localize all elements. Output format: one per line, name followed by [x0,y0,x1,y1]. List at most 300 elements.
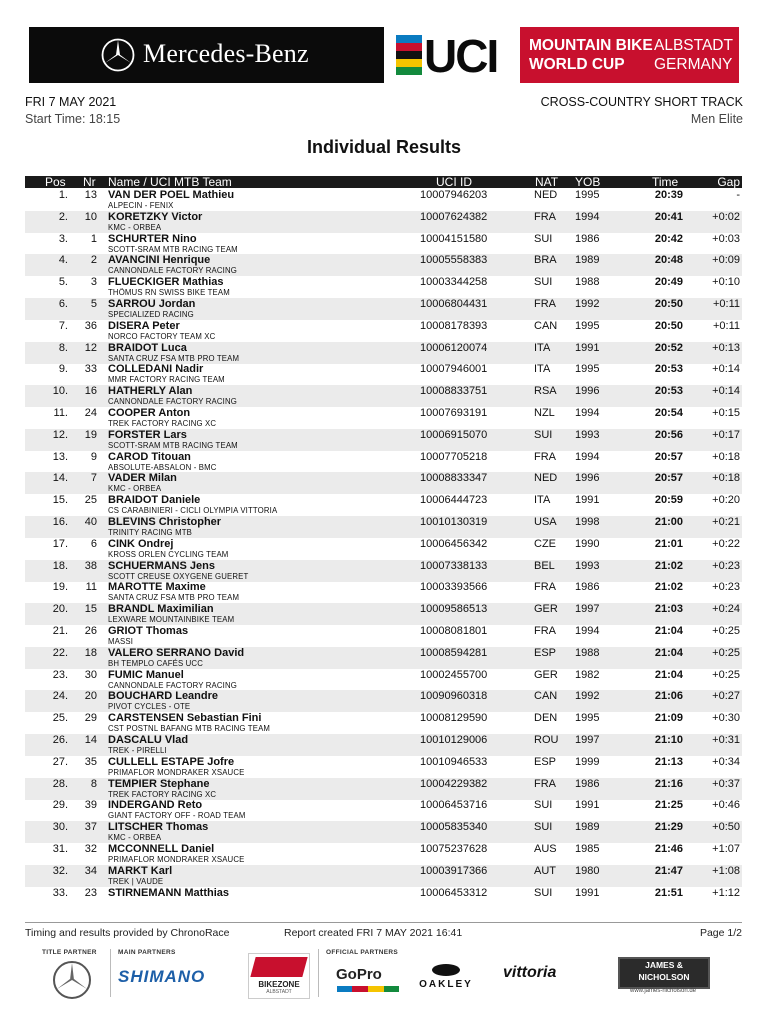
cell-nat: FRA [534,298,556,310]
cell-nr: 26 [84,625,97,637]
cell-yob: 1980 [575,864,600,877]
cell-nat: USA [534,516,557,528]
sponsor-divider [318,949,319,997]
cell-nr: 34 [84,864,97,877]
cell-nat: NED [534,189,558,201]
cell-name: LITSCHER Thomas [108,821,209,834]
table-row [25,276,742,298]
cell-uci-id: 10004229382 [420,777,488,790]
uci-rainbow-stripes [396,35,422,75]
cell-team: KROSS ORLEN CYCLING TEAM [108,549,229,559]
cell-pos: 20. [52,603,68,616]
table-row [25,363,742,385]
cell-name: KORETZKY Victor [108,210,203,223]
cell-time: 20:41 [654,210,683,223]
cell-pos: 2. [58,210,68,223]
cell-pos: 14. [52,472,68,485]
cell-time: 21:04 [654,625,683,637]
cell-pos: 6. [58,298,68,310]
cell-name: DISERA Peter [108,319,180,332]
cell-name: VADER Milan [108,472,177,485]
cell-nr: 2 [90,254,97,267]
cell-team: KMC - ORBEA [108,484,162,494]
table-row [25,865,742,887]
cell-team: CST POSTNL BAFANG MTB RACING TEAM [108,724,271,734]
cell-team: TREK FACTORY RACING XC [108,789,217,799]
timing-credit: Timing and results provided by ChronoRace [25,927,230,939]
cell-name: STIRNEMANN Matthias [108,886,230,899]
table-row [25,625,742,647]
cell-gap: - [736,189,740,201]
cell-nat: ITA [534,341,551,354]
cell-gap: +0:14 [712,385,740,398]
cell-nat: SUI [534,276,553,289]
cell-team: TREK FACTORY RACING XC [108,419,217,428]
table-row [25,821,742,843]
cell-uci-id: 10006456342 [420,537,488,550]
cell-gap: +0:23 [712,581,740,594]
cell-pos: 23. [52,668,68,681]
cell-gap: +0:13 [712,341,740,354]
brand-name: Mercedes-Benz [143,39,309,68]
cell-nr: 13 [84,189,97,201]
cell-name: SARROU Jordan [108,298,196,310]
cell-pos: 25. [52,712,68,725]
cell-nr: 29 [84,712,97,725]
table-row [25,778,742,800]
table-row [25,799,742,821]
cell-nr: 8 [90,777,97,790]
cell-pos: 28. [52,777,68,790]
cell-nat: CZE [534,537,556,550]
cell-yob: 1994 [575,625,600,637]
cell-nr: 16 [84,385,97,398]
cell-team: CANNONDALE FACTORY RACING [108,266,237,276]
cell-nr: 19 [84,428,97,441]
cell-team: SCOTT-SRAM MTB RACING TEAM [108,244,238,254]
cell-team: SANTA CRUZ FSA MTB PRO TEAM [108,353,240,363]
col-gap: Gap [717,175,740,189]
cell-nat: CAN [534,690,558,703]
cell-nr: 30 [84,668,97,681]
cell-yob: 1998 [575,516,600,528]
cell-nat: SUI [534,232,553,245]
cell-pos: 26. [52,734,68,746]
sponsor-divider [110,949,111,997]
cell-yob: 1995 [575,319,600,332]
event-name-block [520,27,739,83]
cell-pos: 11. [53,407,68,419]
city-line-1: ALBSTADT [654,37,733,54]
cell-uci-id: 10006120074 [420,341,488,354]
cell-nr: 23 [84,886,97,899]
col-uci-id: UCI ID [436,175,472,189]
cell-team: ALPECIN - FENIX [108,201,174,210]
cell-nr: 33 [84,363,97,376]
cell-gap: +0:02 [712,210,740,223]
page-title: Individual Results [306,137,462,157]
table-row [25,211,742,233]
table-row [25,516,742,538]
cell-time: 21:02 [654,581,683,594]
cell-nr: 12 [84,341,97,354]
cell-nat: RSA [534,385,557,398]
table-row [25,429,742,451]
cell-nr: 38 [84,559,97,572]
cell-name: COOPER Anton [108,407,191,419]
cell-uci-id: 10007693191 [420,407,488,419]
cell-nat: ESP [534,646,557,659]
cell-name: MCCONNELL Daniel [108,843,215,855]
cell-time: 21:29 [654,821,683,834]
cell-yob: 1996 [575,385,600,398]
cell-time: 21:04 [654,668,683,681]
cell-nat: FRA [534,581,556,594]
cell-yob: 1992 [575,690,600,703]
cell-pos: 31. [52,843,68,855]
cell-gap: +0:34 [712,755,740,768]
cell-nr: 36 [84,319,97,332]
cell-name: BLEVINS Christopher [108,516,222,528]
cell-pos: 9. [58,363,68,376]
cell-gap: +0:20 [712,494,740,507]
report-created: Report created FRI 7 MAY 2021 16:41 [284,927,463,939]
cell-yob: 1996 [575,472,600,485]
cell-team: PRIMAFLOR MONDRAKER XSAUCE [108,855,245,864]
cell-gap: +0:50 [712,821,740,834]
cell-nr: 35 [84,755,97,768]
cell-gap: +0:22 [712,537,740,550]
cell-nr: 6 [90,537,97,550]
cell-nat: DEN [534,712,558,725]
cell-nat: SUI [534,886,553,899]
cell-nat: GER [534,603,558,616]
cell-team: MMR FACTORY RACING TEAM [108,375,225,385]
col-pos: Pos [45,175,66,189]
cell-nat: SUI [534,799,553,812]
cell-time: 21:13 [654,755,683,768]
col-yob: YOB [575,175,601,189]
col-name: Name / UCI MTB Team [108,175,232,189]
cell-time: 21:01 [654,537,683,550]
cell-gap: +0:46 [712,799,740,812]
cell-team: TRINITY RACING MTB [108,528,192,537]
cell-nr: 25 [84,494,97,507]
cell-team: CANNONDALE FACTORY RACING [108,397,237,407]
city-line-2: GERMANY [654,56,733,73]
cell-pos: 7. [58,319,68,332]
cell-nr: 10 [84,210,97,223]
cell-uci-id: 10003917366 [420,864,488,877]
cell-nat: NED [534,472,558,485]
james-nicholson-logo [618,957,710,989]
table-row [25,472,742,494]
cell-yob: 1995 [575,189,600,201]
cell-nr: 14 [84,734,97,746]
title-partner-label: TITLE PARTNER [42,949,97,956]
cell-time: 20:53 [654,363,683,376]
cell-pos: 21. [52,625,68,637]
cell-nat: FRA [534,625,556,637]
cell-team: PIVOT CYCLES - OTE [108,702,191,712]
cell-uci-id: 10008594281 [420,646,488,659]
gopro-logo: GoPro [336,966,382,983]
cell-uci-id: 10002455700 [420,668,488,681]
cell-yob: 1994 [575,450,600,463]
cell-time: 21:25 [654,799,683,812]
cell-team: PRIMAFLOR MONDRAKER XSAUCE [108,767,245,777]
cell-time: 21:46 [654,843,683,855]
cell-pos: 17. [52,537,68,550]
cell-time: 21:10 [654,734,683,746]
cell-yob: 1991 [575,886,600,899]
table-row [25,690,742,712]
cell-nat: ITA [534,363,551,376]
cell-yob: 1994 [575,210,600,223]
cell-pos: 15. [52,494,68,507]
cell-uci-id: 10008833751 [420,385,488,398]
cell-name: SCHUERMANS Jens [108,559,215,572]
cell-name: AVANCINI Henrique [108,254,211,267]
cell-pos: 10. [52,385,68,398]
cell-nr: 32 [84,843,97,855]
cell-time: 21:47 [654,864,683,877]
page-number: Page 1/2 [699,927,742,939]
cell-gap: +1:07 [712,843,740,855]
cell-name: HATHERLY Alan [108,385,193,398]
cell-time: 21:06 [654,690,683,703]
cell-team: KMC - ORBEA [108,833,162,843]
cell-nr: 7 [90,472,97,485]
cell-pos: 16. [52,516,68,528]
jn-line-1: JAMES & [645,960,683,970]
cell-time: 20:39 [654,189,683,201]
cell-time: 21:03 [654,603,683,616]
cell-team: GIANT FACTORY OFF - ROAD TEAM [108,811,246,821]
cell-nr: 40 [84,516,97,528]
cell-name: BRAIDOT Luca [108,341,187,354]
cell-uci-id: 10007705218 [420,450,488,463]
cell-gap: +0:10 [712,276,740,289]
cell-time: 20:49 [654,276,683,289]
cell-time: 20:59 [654,494,683,507]
cell-pos: 1. [58,189,68,201]
cell-time: 20:48 [654,254,683,267]
cell-name: SCHURTER Nino [108,232,197,245]
cell-name: COLLEDANI Nadir [108,363,204,376]
cell-time: 20:42 [654,232,683,245]
cell-nat: FRA [534,210,556,223]
cell-time: 20:56 [654,428,683,441]
cell-team: KMC - ORBEA [108,222,162,232]
cell-pos: 4. [58,254,68,267]
cell-nat: BRA [534,254,557,267]
cell-yob: 1997 [575,603,600,616]
uci-logo [384,27,520,83]
col-nat: NAT [535,175,559,189]
cell-nat: ESP [534,755,557,768]
cell-uci-id: 10010130319 [420,516,488,528]
james-nicholson-url: www.james-nicholson.de [629,988,697,994]
cell-yob: 1995 [575,712,600,725]
table-row [25,712,742,734]
cell-time: 20:53 [654,385,683,398]
table-row [25,603,742,625]
cell-team: MASSI [108,637,134,646]
jn-line-2: NICHOLSON [638,972,690,982]
cell-uci-id: 10003393566 [420,581,488,594]
cell-nat: FRA [534,777,556,790]
cell-yob: 1994 [575,407,600,419]
cell-team: CANNONDALE FACTORY RACING [108,680,237,690]
cell-team: SANTA CRUZ FSA MTB PRO TEAM [108,593,240,603]
cell-team: TREK - PIRELLI [108,746,167,755]
cell-uci-id: 10075237628 [420,843,488,855]
cell-yob: 1986 [575,581,600,594]
cell-name: VAN DER POEL Mathieu [108,189,235,201]
cell-gap: +0:25 [712,668,740,681]
table-row [25,647,742,669]
cell-name: VALERO SERRANO David [108,646,245,659]
cell-uci-id: 10008178393 [420,319,488,332]
cell-name: CINK Ondrej [108,537,174,550]
cell-time: 20:54 [654,407,683,419]
cell-uci-id: 10008129590 [420,712,488,725]
cell-time: 21:00 [654,516,683,528]
cell-uci-id: 10006804431 [420,298,488,310]
main-partners-label: MAIN PARTNERS [118,949,176,956]
cell-nat: FRA [534,450,556,463]
mercedes-star-icon [52,960,92,1000]
cell-uci-id: 10006915070 [420,428,488,441]
cell-name: BRAIDOT Daniele [108,494,201,507]
cell-team: BH TEMPLO CAFÉS UCC [108,658,203,668]
cell-uci-id: 10007624382 [420,210,488,223]
cell-time: 20:57 [654,472,683,485]
cell-gap: +0:23 [712,559,740,572]
cell-nr: 11 [85,581,97,594]
table-row [25,451,742,473]
cell-nat: AUS [534,843,557,855]
cell-time: 20:50 [654,319,683,332]
cell-pos: 27. [52,755,68,768]
cell-uci-id: 10008833347 [420,472,488,485]
cell-name: CAROD Titouan [108,450,191,463]
table-row [25,538,742,560]
cell-time: 21:04 [654,646,683,659]
cell-nr: 3 [90,276,97,289]
col-time: Time [652,175,679,189]
cell-uci-id: 10008081801 [420,625,488,637]
cell-yob: 1988 [575,646,600,659]
cell-name: GRIOT Thomas [108,625,189,637]
cell-pos: 19. [52,581,68,594]
cell-yob: 1986 [575,777,600,790]
cell-team: NORCO FACTORY TEAM XC [108,331,216,341]
cell-yob: 1989 [575,254,600,267]
cell-uci-id: 10007946001 [420,363,488,376]
cell-nat: BEL [534,559,555,572]
cell-team: LEXWARE MOUNTAINBIKE TEAM [108,615,235,625]
gopro-color-bar [337,986,399,992]
cell-team: SCOTT CREUSE OXYGENE GUERET [108,571,249,581]
cell-gap: +0:11 [712,319,740,332]
cell-nat: AUT [534,864,556,877]
cell-time: 21:09 [654,712,683,725]
cell-name: MARKT Karl [108,864,173,877]
cell-name: MAROTTE Maxime [108,581,206,594]
cell-yob: 1989 [575,821,600,834]
cell-yob: 1992 [575,298,600,310]
table-row [25,734,742,756]
table-row [25,887,742,909]
footer-divider [25,922,742,923]
race-category: Men Elite [690,112,743,126]
table-row [25,189,742,211]
cell-pos: 13. [52,450,68,463]
cell-gap: +0:15 [712,407,740,419]
cell-name: FLUECKIGER Mathias [108,276,224,289]
cell-name: BRANDL Maximilian [108,603,214,616]
vittoria-logo: vittoria [503,964,557,981]
cell-gap: +0:37 [712,777,740,790]
results-table-header [25,176,742,188]
table-row [25,320,742,342]
cell-uci-id: 10004151580 [420,232,488,245]
cell-gap: +0:09 [712,254,740,267]
cell-gap: +0:31 [712,734,740,746]
cell-nr: 9 [90,450,97,463]
table-row [25,756,742,778]
cell-yob: 1990 [575,537,600,550]
cell-nr: 24 [84,407,97,419]
event-line-2: WORLD CUP [529,56,625,73]
cell-nr: 18 [84,646,97,659]
cell-nat: CAN [534,319,558,332]
event-line-1: MOUNTAIN BIKE [529,37,653,54]
table-row [25,407,742,429]
official-partners-label: OFFICIAL PARTNERS [326,949,399,956]
cell-time: 20:57 [654,450,683,463]
event-banner [29,27,739,83]
cell-nat: SUI [534,428,553,441]
cell-name: DASCALU Vlad [108,734,189,746]
bikezone-name: BIKEZONE [258,980,300,989]
cell-pos: 3. [58,232,68,245]
cell-uci-id: 10010129006 [420,734,488,746]
shimano-logo: SHIMANO [118,967,206,986]
cell-name: FUMIC Manuel [108,668,184,681]
cell-pos: 22. [52,646,68,659]
cell-nat: NZL [534,407,555,419]
cell-pos: 29. [52,799,68,812]
cell-gap: +0:18 [712,450,740,463]
cell-gap: +0:24 [712,603,740,616]
cell-pos: 24. [52,690,68,703]
table-row [25,298,742,320]
table-row [25,494,742,516]
cell-time: 21:02 [654,559,683,572]
table-row [25,843,742,865]
cell-gap: +0:18 [712,472,740,485]
cell-name: INDERGAND Reto [108,799,203,812]
cell-pos: 12. [52,428,68,441]
cell-yob: 1995 [575,363,600,376]
cell-uci-id: 10003344258 [420,276,488,289]
cell-nat: ROU [534,734,559,746]
cell-uci-id: 10090960318 [420,690,488,703]
cell-name: FORSTER Lars [108,428,187,441]
